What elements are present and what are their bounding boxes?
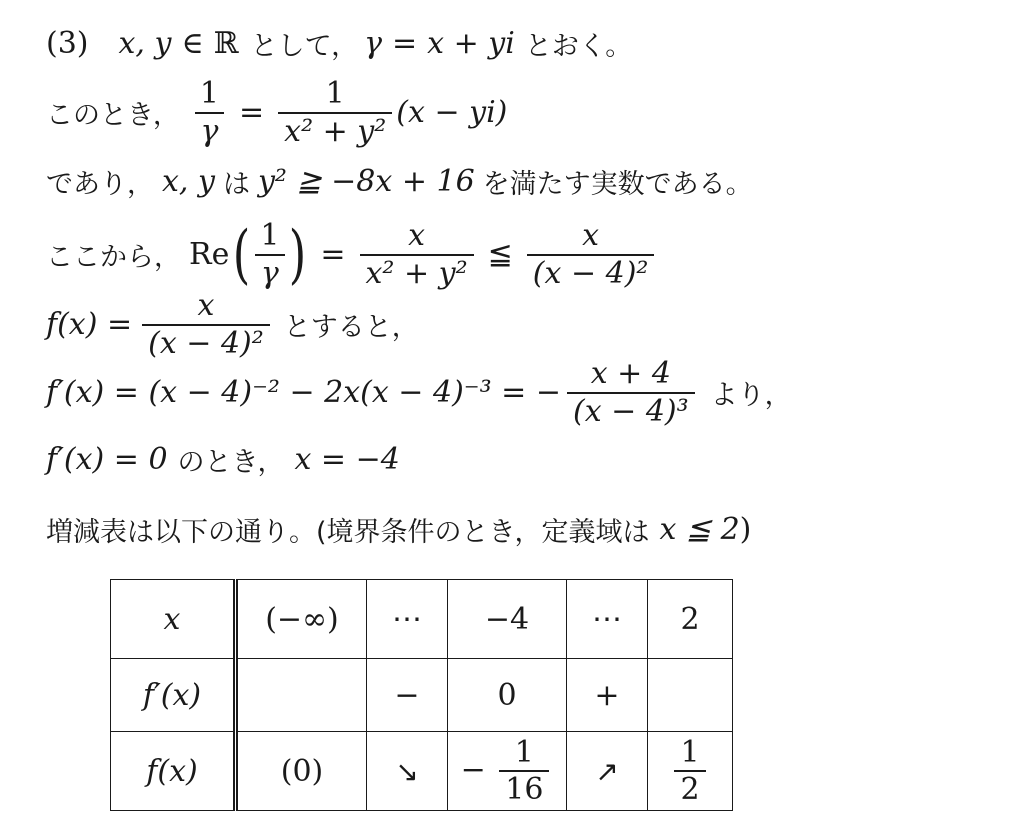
cell-f-minimum <box>448 732 567 811</box>
fraction-derivative: $\frac{x + 4}{\text{(x − 4)³}}$ <box>567 358 695 427</box>
fraction-one-over-norm: $\frac{1}{\text{x² + y²}}$ <box>278 78 392 147</box>
cell-x-minus-inf: (−∞) <box>236 580 367 659</box>
fraction-boundary-value: $\frac{1}{2}$ <box>674 737 705 806</box>
cell-x-dots: ⋯ <box>367 580 448 659</box>
text-konotoki: このとき， <box>46 100 180 131</box>
line-critical-point <box>46 440 400 479</box>
close-paren: ) <box>739 512 752 547</box>
equals: = <box>320 237 346 272</box>
critical-value: x = −4 <box>294 442 400 477</box>
constraint-inequality: y² ≧ −8x + 16 <box>257 164 475 199</box>
header-f: f(x) <box>111 732 236 811</box>
conjugate-expression: (x − yi) <box>396 95 508 130</box>
fraction-one-over-gamma: $\frac{1}{\gamma}$ <box>194 78 225 147</box>
fraction-x-over-norm: $\frac{x}{\text{x² + y²}}$ <box>360 220 474 289</box>
line-table-intro <box>46 510 751 549</box>
cell-x-2: 2 <box>648 580 733 659</box>
minus-sign: − <box>460 752 486 787</box>
line-condition <box>46 162 753 201</box>
cell-fprime-empty <box>236 659 367 732</box>
line-definition <box>46 24 632 63</box>
variation-table <box>110 579 733 811</box>
text-toshite: として， <box>250 31 359 62</box>
line-real-part <box>46 217 658 292</box>
header-x: x <box>111 580 236 659</box>
domain-inequality: x ≦ 2 <box>659 512 740 547</box>
text-deari: であり， <box>46 169 154 200</box>
decreasing-arrow-icon: ↘ <box>367 732 448 811</box>
text-table-intro: 増減表は以下の通り。(境界条件のとき，定義域は <box>46 517 650 548</box>
table-row-derivative <box>111 659 733 732</box>
text-kokokara: ここから， <box>46 242 181 273</box>
in-symbol: ∈ <box>181 26 204 61</box>
line-reciprocal <box>46 78 507 147</box>
text-ha: は <box>222 169 250 200</box>
cell-f-limit: (0) <box>236 732 367 811</box>
gamma-expression: x + yi <box>427 26 515 61</box>
text-tosuruto: とすると， <box>283 312 419 343</box>
function-lhs: f(x) = <box>46 307 133 342</box>
fraction-min-value: $\frac{1}{16}$ <box>499 737 549 806</box>
cell-fprime-plus: + <box>567 659 648 732</box>
cell-x-dots: ⋯ <box>567 580 648 659</box>
cell-x-minus4: −4 <box>448 580 567 659</box>
equals: = <box>392 26 418 61</box>
table-row-function <box>111 732 733 811</box>
fraction-x-over-square: $\frac{x}{\text{(x − 4)²}}$ <box>527 220 655 289</box>
text-tooku: とおく。 <box>524 31 633 62</box>
cell-fprime-zero: 0 <box>448 659 567 732</box>
right-paren: ) <box>289 217 307 292</box>
text-real-numbers: を満たす実数である。 <box>482 169 753 200</box>
derivative-zero: f′(x) = 0 <box>46 442 168 477</box>
left-paren: ( <box>233 217 251 292</box>
gamma-symbol: γ <box>364 26 383 61</box>
text-yori: より， <box>710 380 792 411</box>
derivative-expression: f′(x) = (x − 4)⁻² − 2x(x − 4)⁻³ = − <box>46 375 561 410</box>
reals-symbol: ℝ <box>213 26 239 61</box>
header-fprime: f′(x) <box>111 659 236 732</box>
line-derivative <box>46 358 792 427</box>
vars-xy: x, y <box>118 26 172 61</box>
vars-xy: x, y <box>162 164 215 199</box>
line-function-def <box>46 290 419 359</box>
cell-fprime-minus: − <box>367 659 448 732</box>
increasing-arrow-icon: ↗ <box>567 732 648 811</box>
equals: = <box>239 95 265 130</box>
table-row-x <box>111 580 733 659</box>
fraction-function: $\frac{x}{\text{(x − 4)²}}$ <box>142 290 270 359</box>
cell-fprime-empty <box>648 659 733 732</box>
re-operator: Re <box>189 237 230 272</box>
text-notoki: のとき， <box>177 447 285 478</box>
cell-f-boundary <box>648 732 733 811</box>
leq-symbol: ≦ <box>487 237 513 272</box>
fraction-one-over-gamma: $\frac{1}{\gamma}$ <box>254 220 285 289</box>
problem-number: (3) <box>46 26 89 61</box>
